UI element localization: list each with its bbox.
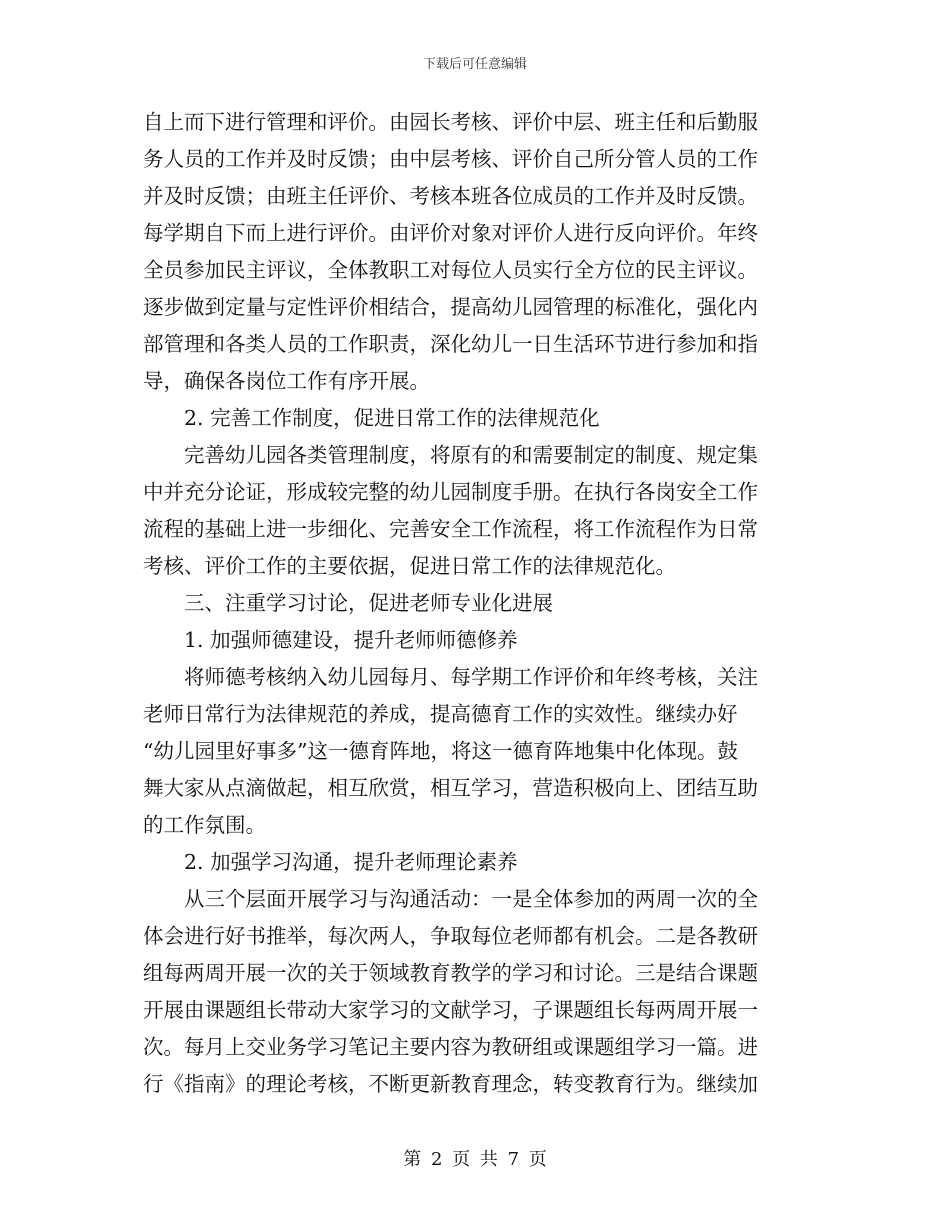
text-line: 流程的基础上进一步细化、完善安全工作流程，将工作流程作为日常 <box>143 517 758 541</box>
text-line: 2. 完善工作制度，促进日常工作的法律规范化 <box>184 406 600 430</box>
text-line: 2. 加强学习沟通，提升老师理论素养 <box>184 850 518 874</box>
text-line: 中并充分论证，形成较完整的幼儿园制度手册。在执行各岗安全工作 <box>143 480 758 504</box>
text-line: 组每两周开展一次的关于领域教育教学的学习和讨论。三是结合课题 <box>143 961 758 985</box>
text-line: 开展由课题组长带动大家学习的文献学习，子课题组长每两周开展一 <box>143 998 758 1022</box>
text-line: 自上而下进行管理和评价。由园长考核、评价中层、班主任和后勤服 <box>143 110 758 134</box>
text-line: 体会进行好书推举，每次两人，争取每位老师都有机会。二是各教研 <box>143 924 758 948</box>
text-line: 并及时反馈；由班主任评价、考核本班各位成员的工作并及时反馈。 <box>143 184 758 208</box>
text-line: 舞大家从点滴做起，相互欣赏，相互学习，营造积极向上、团结互助 <box>143 776 758 800</box>
text-line: 全员参加民主评议，全体教职工对每位人员实行全方位的民主评议。 <box>143 258 758 282</box>
text-line: 1. 加强师德建设，提升老师师德修养 <box>184 628 518 652</box>
text-line: 导，确保各岗位工作有序开展。 <box>143 369 430 393</box>
page-header: 下载后可任意编辑 <box>422 57 527 72</box>
text-line: 将师德考核纳入幼儿园每月、每学期工作评价和年终考核，关注 <box>184 665 758 689</box>
text-line: 部管理和各类人员的工作职责，深化幼儿一日生活环节进行参加和指 <box>143 332 758 356</box>
text-line: 从三个层面开展学习与沟通活动：一是全体参加的两周一次的全 <box>184 887 758 911</box>
text-line: 三、注重学习讨论，促进老师专业化进展 <box>184 591 553 615</box>
page-footer: 第 2 页 共 7 页 <box>403 1149 547 1170</box>
text-line: 务人员的工作并及时反馈；由中层考核、评价自己所分管人员的工作 <box>143 147 758 171</box>
document-body <box>143 104 798 1103</box>
text-line: 每学期自下而上进行评价。由评价对象对评价人进行反向评价。年终 <box>143 221 758 245</box>
text-line: 行《指南》的理论考核，不断更新教育理念，转变教育行为。继续加 <box>143 1072 758 1096</box>
text-line: 的工作氛围。 <box>143 813 266 837</box>
text-line: 逐步做到定量与定性评价相结合，提高幼儿园管理的标准化，强化内 <box>143 295 758 319</box>
text-line: 完善幼儿园各类管理制度，将原有的和需要制定的制度、规定集 <box>184 443 758 467</box>
text-line: 次。每月上交业务学习笔记主要内容为教研组或课题组学习一篇。进 <box>143 1035 758 1059</box>
text-line: “幼儿园里好事多”这一德育阵地，将这一德育阵地集中化体现。鼓 <box>143 739 738 763</box>
text-line: 老师日常行为法律规范的养成，提高德育工作的实效性。继续办好 <box>143 702 738 726</box>
text-line: 考核、评价工作的主要依据，促进日常工作的法律规范化。 <box>143 554 676 578</box>
